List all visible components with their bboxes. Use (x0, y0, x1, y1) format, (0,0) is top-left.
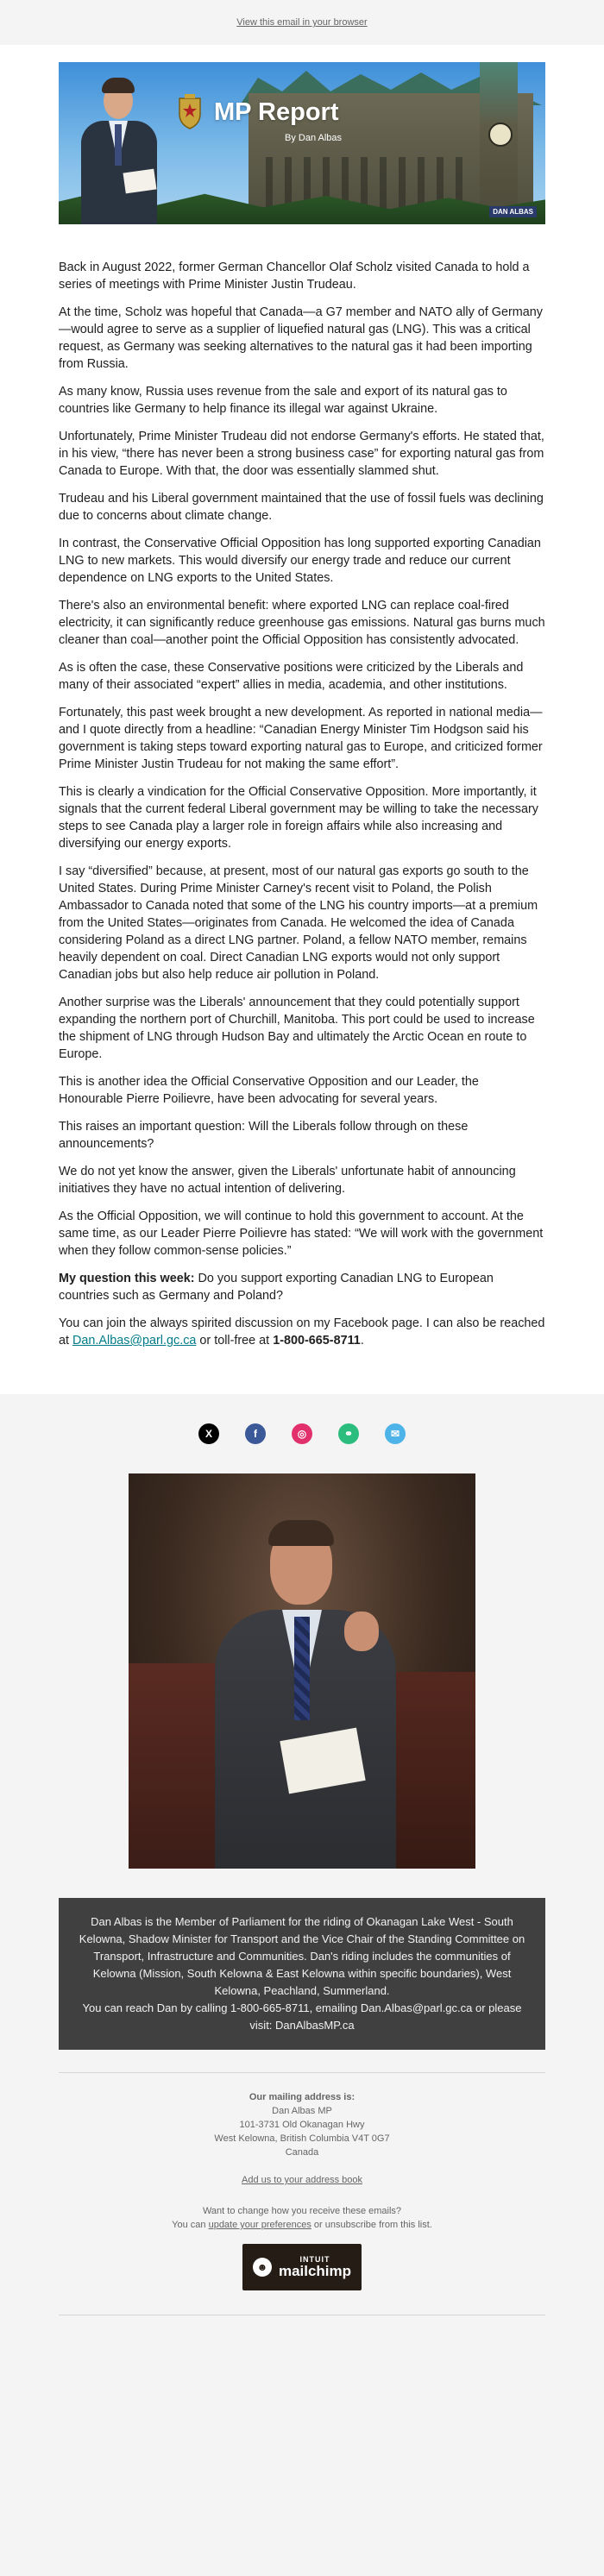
hero-banner (59, 62, 545, 224)
clock-icon (488, 123, 513, 147)
address-book-link[interactable]: Add us to your address book (241, 2175, 363, 2185)
email-icon[interactable]: ✉ (385, 1423, 406, 1444)
contact-text: You can join the always spirited discussion on my Facebook page. I can also be reached at (59, 1316, 545, 1348)
paragraph: Back in August 2022, former German Chancellor Olaf Scholz visited Canada to hold a series of meetings with Prime Minister Justin Trudeau. (59, 261, 530, 292)
parliament-crest-icon (176, 93, 204, 129)
address-country: Canada (285, 2147, 319, 2158)
person-tie (294, 1617, 310, 1720)
paragraph: This is clearly a vindication for the Official Conservative Opposition. More importantly, it signals that the current federal Liberal government may be willing to take the necessary steps to see Canada play a larger role in foreign affairs while also increasing and diversifying our energy exports. (59, 785, 538, 851)
paragraph: As the Official Opposition, we will continue to hold this government to account. At the same time, as our Leader Pierre Poilievre has stated: “We will work with the government when they follow common-sense policies.” (59, 1209, 544, 1258)
instagram-icon[interactable]: ◎ (292, 1423, 312, 1444)
footer-text: You can (172, 2220, 209, 2230)
footer (0, 2090, 604, 2315)
footer-text: or (311, 2220, 325, 2230)
bio-text: Dan Albas is the Member of Parliament for the riding of Okanagan Lake West - South Kelowna, Shadow Minister for Transport and the Vice Chair of the Standing Committee on Transport, Infrastructure and Communities. Dan's riding includes the communities of Kelowna (Mission, South Kelowna & East Kelowna within specific boundaries), West Kelowna, Peachland, Summerland. (79, 1915, 525, 1997)
email-link[interactable]: Dan.Albas@parl.gc.ca (72, 1334, 197, 1348)
main-card (0, 45, 604, 1394)
person-hair (268, 1520, 334, 1546)
paragraph: There's also an environmental benefit: where exported LNG can replace coal-fired electricity, it can significantly reduce greenhouse gas emissions. Natural gas burns much cleaner than coal—another point the Official Opposition has consistently advocated. (59, 599, 545, 647)
paragraph: We do not yet know the answer, given the Liberals' unfortunate habit of announcing initiatives they have no actual intention of delivering. (59, 1165, 516, 1196)
paragraph: As is often the case, these Conservative positions were criticized by the Liberals and many of their associated “expert” allies in media, academia, and other institutions. (59, 661, 524, 692)
hero-badge: DAN ALBAS (489, 206, 537, 217)
view-in-browser-link[interactable]: View this email in your browser (236, 17, 368, 28)
mailchimp-intuit: INTUIT (299, 2255, 330, 2264)
preferences-question: Want to change how you receive these emails? (202, 2206, 402, 2216)
person-hand (344, 1612, 379, 1651)
address-header: Our mailing address is: (249, 2092, 355, 2102)
divider (59, 2072, 545, 2073)
article-body (59, 259, 545, 1349)
bio-box (59, 1898, 545, 2050)
footer-text: . (429, 2220, 432, 2230)
facebook-icon[interactable]: f (245, 1423, 266, 1444)
phone-number: 1-800-665-8711 (273, 1334, 361, 1348)
portrait-hair (102, 78, 135, 93)
question-paragraph (59, 1270, 545, 1304)
paragraph: Unfortunately, Prime Minister Trudeau did not endorse Germany's efforts. He stated that, in his view, “there has never been a strong business case” for exporting natural gas from Canada to Europe. With that, the door was essentially slammed shut. (59, 430, 544, 478)
update-preferences-link[interactable]: update your preferences (208, 2220, 311, 2230)
portrait-paper (123, 169, 157, 194)
address-street: 101-3731 Old Okanagan Hwy (239, 2120, 365, 2130)
mailchimp-name: mailchimp (278, 2263, 352, 2279)
footer-section (0, 1394, 604, 2315)
photo-person (206, 1508, 405, 1869)
unsubscribe-link[interactable]: unsubscribe from this list (324, 2220, 430, 2230)
hero-subtitle: By Dan Albas (285, 133, 343, 143)
top-bar (0, 0, 604, 45)
paragraph: Trudeau and his Liberal government maintained that the use of fossil fuels was declining due to concerns about climate change. (59, 492, 544, 523)
social-links (0, 1423, 604, 1444)
mp-photo (129, 1473, 475, 1869)
email-body (0, 45, 604, 2315)
x-icon[interactable]: X (198, 1423, 219, 1444)
bio-contact: You can reach Dan by calling 1-800-665-8711, emailing Dan.Albas@parl.gc.ca or please visit: DanAlbasMP.ca (82, 2001, 522, 2032)
paragraph: This raises an important question: Will the Liberals follow through on these announcements? (59, 1120, 469, 1151)
question-label: My question this week: (59, 1272, 195, 1285)
mailchimp-logo-icon: ☻ (253, 2258, 272, 2277)
question-text: Do you support exporting Canadian LNG to European countries such as Germany and Poland? (59, 1272, 494, 1303)
paragraph: This is another idea the Official Conservative Opposition and our Leader, the Honourable Pierre Poilievre, have been advocating for several years. (59, 1075, 479, 1106)
paragraph: Another surprise was the Liberals' announcement that they could potentially support expanding the northern port of Churchill, Manitoba. This port could be used to increase the shipment of LNG through Hudson Bay and ultimately the Arctic Ocean en route to Europe. (59, 996, 535, 1061)
paragraph: In contrast, the Conservative Official Opposition has long supported exporting Canadian LNG to new markets. This would diversify our energy trade and reduce our current dependence on LNG exports to the United States. (59, 537, 541, 585)
address-city: West Kelowna, British Columbia V4T 0G7 (214, 2133, 390, 2144)
mailchimp-badge[interactable] (242, 2244, 362, 2290)
paragraph: I say “diversified” because, at present, most of our natural gas exports go south to the United States. During Prime Minister Carney's recent visit to Poland, the Polish Ambassador to Canada noted that some of the LNG his country imports—at a premium from the United States—originates from Canada. He welcomed the idea of Canada considering Poland as a direct LNG partner. Poland, a fellow NATO member, remains heavily dependent on coal. Direct Canadian LNG exports would not only support Canadian jobs but also help reduce air pollution in Poland. (59, 864, 538, 982)
paragraph: At the time, Scholz was hopeful that Canada—a G7 member and NATO ally of Germany—would agree to serve as a supplier of liquefied natural gas (LNG). This was a critical request, as Germany was seeking alternatives to the natural gas it had been importing from Russia. (59, 305, 543, 371)
address-name: Dan Albas MP (272, 2106, 332, 2116)
website-icon[interactable]: ⚭ (338, 1423, 359, 1444)
contact-text: or toll-free at (196, 1334, 274, 1348)
paragraph: Fortunately, this past week brought a new development. As reported in national media—and I quote directly from a headline: “Canadian Energy Minister Tim Hodgson said his government is taking steps toward exporting natural gas to Europe, and criticized former Prime Minister Justin Trudeau for not making the same effort”. (59, 706, 543, 771)
contact-paragraph (59, 1315, 545, 1349)
hero-portrait (71, 71, 166, 224)
paragraph: As many know, Russia uses revenue from the sale and export of its natural gas to countries like Germany to help finance its illegal war against Ukraine. (59, 385, 507, 416)
preferences-line (0, 2218, 604, 2232)
contact-text: . (360, 1334, 364, 1348)
hero-title: MP Report (214, 98, 339, 126)
portrait-tie (115, 124, 122, 166)
